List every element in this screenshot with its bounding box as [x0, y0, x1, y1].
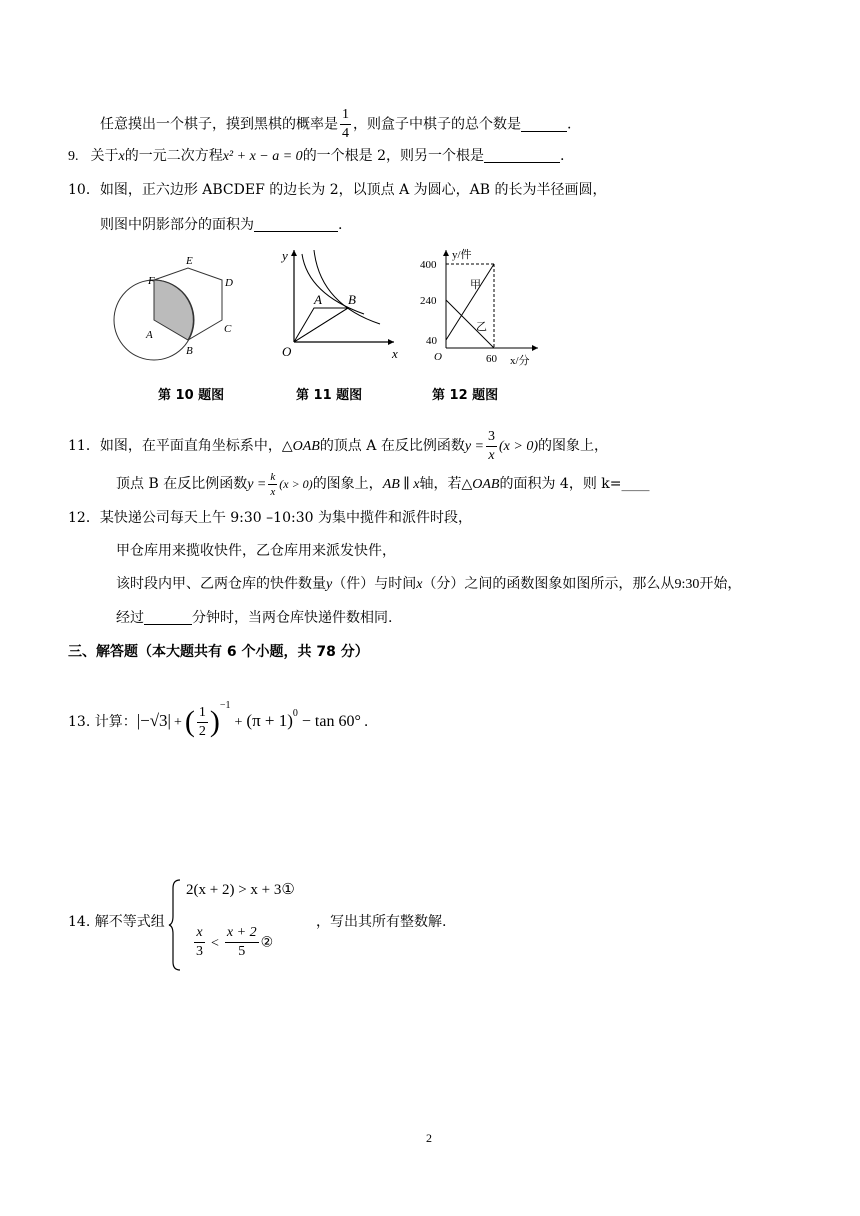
figure-12 — [414, 242, 554, 372]
fig11-curve-k — [314, 250, 380, 324]
fig12-series-jia: 甲 — [470, 279, 481, 291]
fig12-series-yi: 乙 — [476, 321, 487, 333]
fig12-caption: 第 12 题图 — [432, 388, 499, 403]
fig12-tick-400: 400 — [420, 259, 437, 271]
fig10-label-b: B — [186, 345, 193, 357]
fig12-x-unit: x/分 — [510, 355, 530, 367]
q14-brace — [168, 878, 182, 972]
fig10-label-e: E — [186, 255, 193, 267]
fig11-caption: 第 11 题图 — [296, 388, 363, 403]
fig12-y-unit: y/件 — [452, 249, 472, 261]
section3-title: 三、解答题（本大题共有 6 个小题，共 78 分） — [68, 644, 369, 660]
fig12-tick-240: 240 — [420, 295, 437, 307]
fig12-tick-40: 40 — [426, 335, 437, 347]
q13-fraction-half: $\frac{1}{2}$ — [198, 704, 206, 739]
q10-line2: 则图中阴影部分的面积为 . — [100, 217, 343, 233]
fig10-label-c: C — [224, 323, 232, 335]
q12-line3: 该时段内甲、乙两仓库的快件数量y（件）与时间x（分）之间的函数图象如图所示，那么从9:30开始， — [116, 576, 742, 592]
q11-line1: 11．如图，在平面直角坐标系中，△OAB的顶点 A 在反比例函数y = $\frac{3}{x}$ (x > 0)的图象上， — [68, 428, 608, 463]
page-number: 2 — [426, 1131, 432, 1145]
fig10-label-f: F — [148, 275, 155, 287]
q12-line1: 12．某快递公司每天上午 9:30 –10:30 为集中揽件和派件时段， — [68, 510, 472, 526]
q13-line: 13. 计算：|−√3| + ( $\frac{1}{2}$ )$^{-1}+ (\pi + 1)^0 - \tan 60^\circ$ . — [68, 700, 369, 739]
q12-line4: 经过 分钟时，当两仓库快递件数相同. — [116, 610, 393, 626]
fig11-label-a: A — [314, 292, 322, 307]
q11-answer-blank: ____ — [621, 476, 650, 492]
q14-inequality-2: $\frac{x}{3}$ < $\frac{x + 2}{5}$ ② — [196, 925, 274, 959]
q12-line2: 甲仓库用来揽收快件，乙仓库用来派发快件， — [116, 543, 396, 559]
q11-fraction-kx: $\frac{k}{x}$ — [270, 470, 276, 498]
fig11-label-y: y — [282, 248, 288, 263]
q9-answer-blank — [484, 148, 560, 163]
q8-line: 任意摸出一个棋子，摸到黑棋的概率是 $\frac{1}{4}$ ，则盒子中棋子的总个数是 . — [100, 107, 572, 141]
fig10-label-d: D — [225, 277, 233, 289]
fig10-caption: 第 10 题图 — [158, 388, 225, 403]
fig10-label-a: A — [146, 329, 153, 341]
q14-label: 14. 解不等式组 — [68, 914, 165, 930]
fig12-origin: O — [434, 351, 442, 363]
fig11-label-o: O — [282, 344, 292, 359]
q8-answer-blank — [521, 117, 567, 132]
q14-tail: ，写出其所有整数解. — [316, 914, 447, 930]
q11-line2: 顶点 B 在反比例函数y = $\frac{k}{x}$ (x > 0)的图象上，AB ∥ x轴，若△OAB的面积为 4，则 k=____ — [116, 470, 650, 498]
figure-10 — [110, 248, 240, 368]
fig11-label-b: B — [348, 292, 356, 307]
fig11-label-x: x — [392, 346, 398, 361]
q10-line1: 10．如图，正六边形 ABCDEF 的边长为 2，以顶点 A 为圆心，AB 的长为半径画圆， — [68, 182, 607, 198]
q10-answer-blank — [254, 217, 338, 232]
q11-fraction-3x: $\frac{3}{x}$ — [488, 428, 495, 463]
figure-11 — [264, 244, 404, 364]
q14-inequality-1: 2(x + 2) > x + 3① — [186, 882, 295, 898]
q9-line: 9. 关于x的一元二次方程x² + x − a = 0的一个根是 2，则另一个根是 . — [68, 148, 565, 164]
q8-fraction: $\frac{1}{4}$ — [342, 107, 349, 141]
fig12-tick-60: 60 — [486, 353, 497, 365]
q12-answer-blank — [144, 610, 192, 625]
